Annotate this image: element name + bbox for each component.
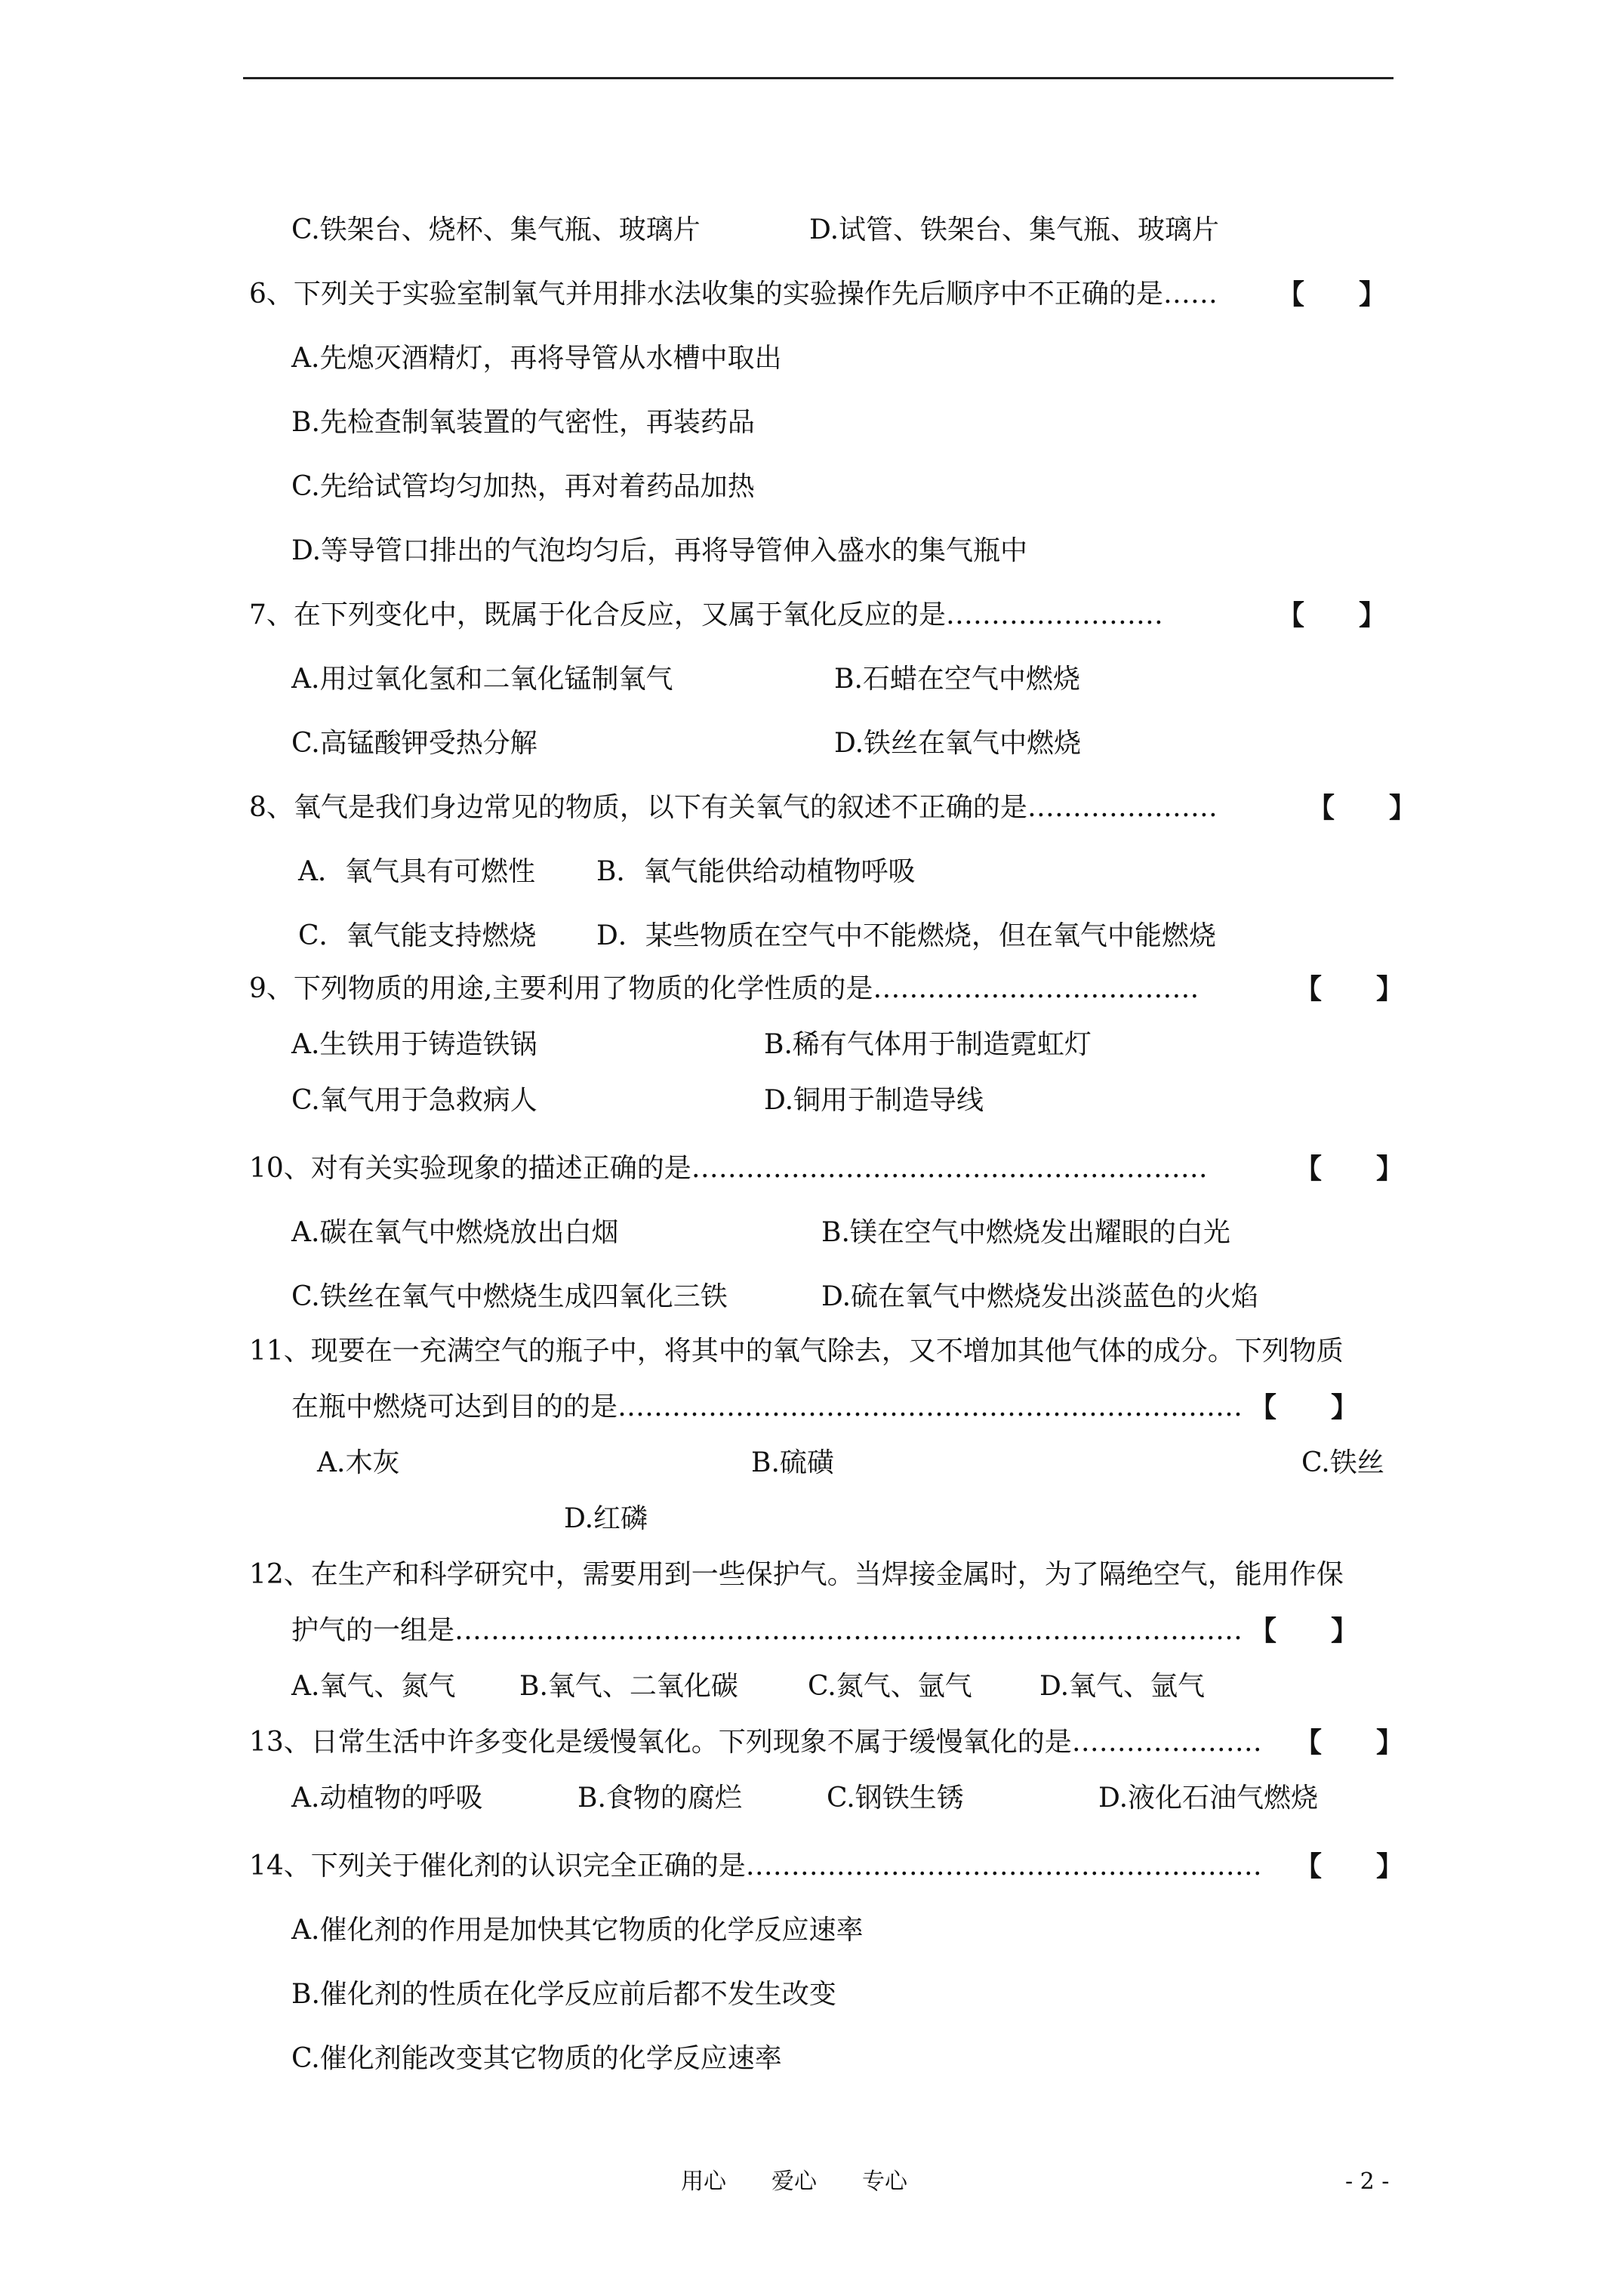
q12-option-d: D.氧气、氩气 [1039,1671,1206,1702]
q5-option-c: C.铁架台、烧杯、集气瓶、玻璃片 [291,214,701,245]
q10-stem: 10、对有关实验现象的描述正确的是………………………………………………… [249,1153,1208,1184]
q9-answer-bracket: 【 】 [1295,973,1404,1005]
q11-answer-bracket: 【 】 [1249,1391,1359,1423]
q11-stem-line1: 11、现要在一充满空气的瓶子中，将其中的氧气除去，又不增加其他气体的成分。下列物质 [249,1336,1344,1367]
q9-option-c: C.氧气用于急救病人 [291,1085,537,1116]
q6-option-a: A.先熄灭酒精灯，再将导管从水槽中取出 [291,343,782,374]
q9-stem: 9、下列物质的用途,主要利用了物质的化学性质的是……………………………… [249,973,1200,1004]
q13-answer-bracket: 【 】 [1295,1727,1404,1758]
q14-option-a: A.催化剂的作用是加快其它物质的化学反应速率 [291,1915,864,1946]
q8-option-c: C．氧气能支持燃烧 [298,920,537,951]
q12-stem-line2: 护气的一组是…………………………………………………………………………… [291,1615,1243,1646]
q10-answer-bracket: 【 】 [1295,1153,1404,1185]
q10-option-d: D.硫在氧气中燃烧发出淡蓝色的火焰 [821,1281,1259,1312]
q14-option-c: C.催化剂能改变其它物质的化学反应速率 [291,2043,782,2074]
q13-stem: 13、日常生活中许多变化是缓慢氧化。下列现象不属于缓慢氧化的是………………… [249,1727,1262,1758]
q11-option-a: A.木灰 [317,1447,400,1478]
q10-option-c: C.铁丝在氧气中燃烧生成四氧化三铁 [291,1281,728,1312]
q8-option-d: D．某些物质在空气中不能燃烧，但在氧气中能燃烧 [596,920,1216,951]
q9-option-b: B.稀有气体用于制造霓虹灯 [764,1029,1092,1060]
q14-answer-bracket: 【 】 [1295,1851,1404,1882]
q7-stem: 7、在下列变化中，既属于化合反应，又属于氧化反应的是…………………… [249,599,1163,630]
q12-option-b: B.氧气、二氧化碳 [519,1671,738,1702]
q10-option-a: A.碳在氧气中燃烧放出白烟 [291,1217,619,1248]
q5-option-d: D.试管、铁架台、集气瓶、玻璃片 [809,214,1220,245]
q8-stem: 8、氧气是我们身边常见的物质，以下有关氧气的叙述不正确的是………………… [249,792,1218,823]
q6-option-d: D.等导管口排出的气泡均匀后，再将导管伸入盛水的集气瓶中 [291,535,1028,566]
q13-option-c: C.钢铁生锈 [827,1783,964,1814]
q7-option-b: B.石蜡在空气中燃烧 [834,664,1080,695]
q11-option-b: B.硫磺 [751,1447,834,1478]
q11-stem-line2: 在瓶中燃烧可达到目的的是…………………………………………………………… [291,1391,1243,1422]
q12-option-c: C.氮气、氩气 [808,1671,972,1702]
q13-option-d: D.液化石油气燃烧 [1098,1783,1319,1814]
q13-option-a: A.动植物的呼吸 [291,1783,483,1814]
q7-option-c: C.高锰酸钾受热分解 [291,728,537,759]
q12-stem-line1: 12、在生产和科学研究中，需要用到一些保护气。当焊接金属时，为了隔绝空气，能用作保 [249,1559,1344,1590]
q6-answer-bracket: 【 】 [1277,279,1387,310]
q13-option-b: B.食物的腐烂 [577,1783,742,1814]
q8-option-a: A．氧气具有可燃性 [298,856,535,887]
q12-option-a: A.氧气、氮气 [291,1671,456,1702]
q14-stem: 14、下列关于催化剂的认识完全正确的是………………………………………………… [249,1851,1262,1881]
q9-option-d: D.铜用于制造导线 [764,1085,984,1116]
header-rule [243,77,1394,79]
page-number: - 2 - [1345,2168,1390,2195]
q8-answer-bracket: 【 】 [1307,792,1417,824]
q11-option-c: C.铁丝 [1301,1447,1384,1478]
footer-motto: 用心 爱心 专心 [681,2168,907,2195]
q7-answer-bracket: 【 】 [1277,599,1387,631]
q8-option-b: B．氧气能供给动植物呼吸 [596,856,916,887]
q14-option-b: B.催化剂的性质在化学反应前后都不发生改变 [291,1979,836,2010]
q6-option-c: C.先给试管均匀加热，再对着药品加热 [291,471,755,502]
q7-option-d: D.铁丝在氧气中燃烧 [834,728,1082,759]
q12-answer-bracket: 【 】 [1249,1615,1359,1647]
q7-option-a: A.用过氧化氢和二氧化锰制氧气 [291,664,673,695]
q9-option-a: A.生铁用于铸造铁锅 [291,1029,537,1060]
q10-option-b: B.镁在空气中燃烧发出耀眼的白光 [821,1217,1230,1248]
q6-option-b: B.先检查制氧装置的气密性，再装药品 [291,407,755,438]
q11-option-d: D.红磷 [564,1503,648,1534]
q6-stem: 6、下列关于实验室制氧气并用排水法收集的实验操作先后顺序中不正确的是…… [249,279,1218,310]
